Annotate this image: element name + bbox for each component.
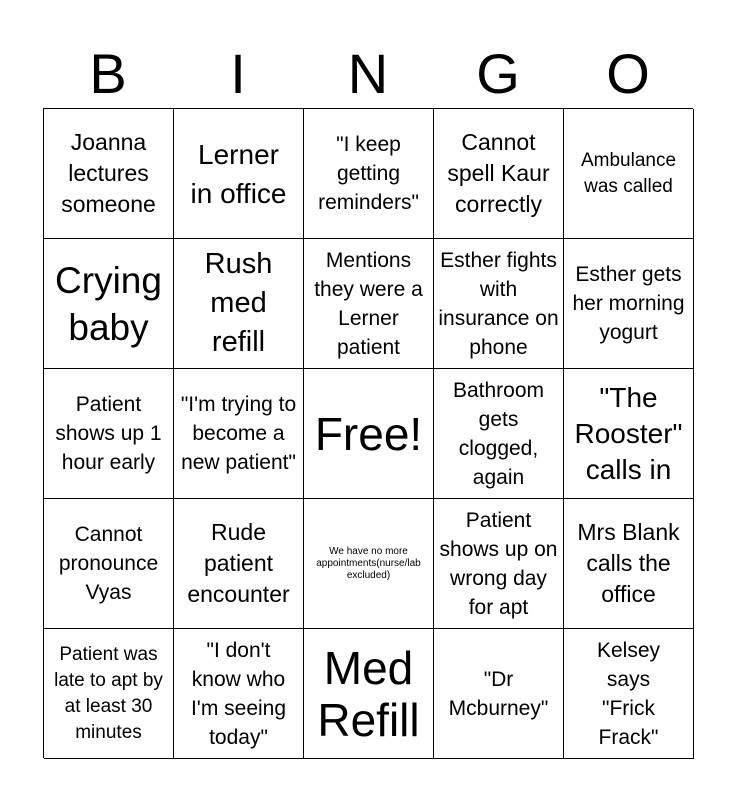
cell-text: Esther gets her morning yogurt (572, 263, 685, 344)
bingo-header (43, 40, 693, 108)
cell-text: Crying baby (55, 259, 162, 348)
cell-text: "Dr Mcburney" (448, 667, 549, 720)
cell-text: Ambulance was called (580, 149, 677, 197)
bingo-cell[interactable] (174, 109, 304, 239)
cell-text: "I don't know who I'm seeing today" (190, 638, 287, 749)
header-letter-o: O (606, 42, 650, 105)
free-space-cell[interactable] (304, 369, 434, 499)
cell-text: Patient was late to apt by at least 30 minutes (54, 643, 163, 743)
header-letter-b: B (89, 42, 127, 105)
bingo-cell[interactable] (304, 239, 434, 369)
cell-text: Mrs Blank calls the office (577, 519, 680, 607)
bingo-cell[interactable] (44, 629, 174, 759)
bingo-cell[interactable] (44, 369, 174, 499)
bingo-cell[interactable] (44, 499, 174, 629)
bingo-cell[interactable] (564, 239, 694, 369)
bingo-cell[interactable] (44, 239, 174, 369)
cell-text: Lerner in office (190, 138, 287, 209)
cell-text: We have no more appointments(nurse/lab excluded) (316, 545, 421, 581)
cell-text: "I keep getting reminders" (318, 133, 419, 214)
bingo-cell[interactable] (174, 369, 304, 499)
cell-text: Med Refill (317, 641, 420, 746)
bingo-cell[interactable] (434, 109, 564, 239)
cell-text: Cannot pronounce Vyas (58, 523, 159, 604)
bingo-cell[interactable] (434, 369, 564, 499)
cell-text: Mentions they were a Lerner patient (314, 248, 423, 359)
cell-text: Bathroom gets clogged, again (452, 378, 545, 489)
bingo-cell[interactable] (564, 629, 694, 759)
cell-text: Esther fights with insurance on phone (438, 248, 559, 359)
cell-text: "I'm trying to become a new patient" (180, 393, 297, 474)
bingo-cell[interactable] (304, 109, 434, 239)
bingo-cell[interactable] (174, 499, 304, 629)
bingo-cell[interactable] (564, 499, 694, 629)
bingo-cell[interactable] (174, 239, 304, 369)
cell-text: Rush med refill (204, 248, 273, 358)
bingo-cell[interactable] (564, 109, 694, 239)
cell-text: Kelsey says "Frick Frack" (596, 638, 661, 749)
header-letter-g: G (476, 42, 520, 105)
bingo-cell[interactable] (434, 629, 564, 759)
header-letter-i: I (230, 42, 246, 105)
cell-text: Joanna lectures someone (61, 129, 156, 217)
bingo-cell[interactable] (174, 629, 304, 759)
cell-text: Rude patient encounter (187, 519, 290, 607)
bingo-cell[interactable] (434, 239, 564, 369)
bingo-cell[interactable] (304, 629, 434, 759)
bingo-cell[interactable] (434, 499, 564, 629)
cell-text: Patient shows up 1 hour early (55, 393, 162, 474)
free-space-text: Free! (314, 407, 423, 460)
cell-text: Patient shows up on wrong day for apt (439, 508, 558, 619)
bingo-cell[interactable] (304, 499, 434, 629)
header-letter-n: N (347, 42, 389, 105)
bingo-cell[interactable] (564, 369, 694, 499)
cell-text: Cannot spell Kaur correctly (447, 129, 550, 217)
cell-text: "The Rooster" calls in (574, 381, 683, 485)
bingo-cell[interactable] (44, 109, 174, 239)
bingo-board (43, 108, 693, 758)
